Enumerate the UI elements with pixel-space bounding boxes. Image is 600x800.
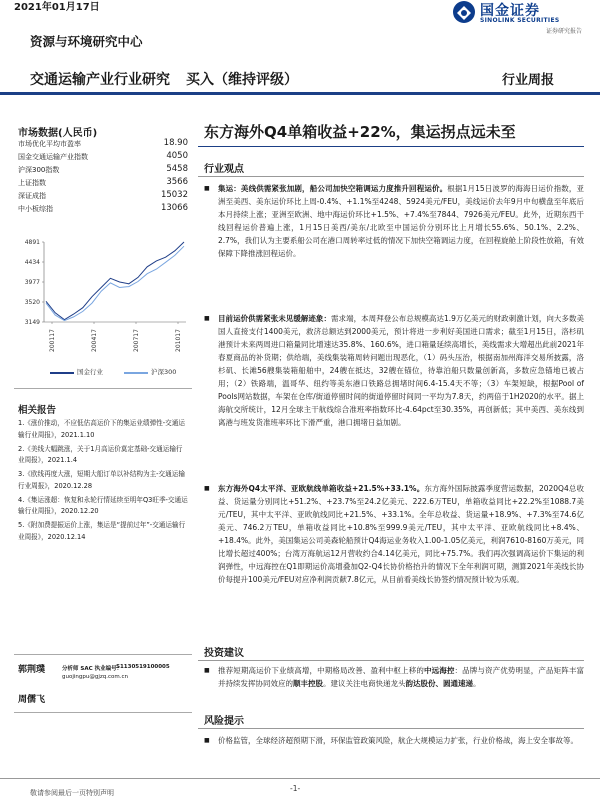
related-report-item[interactable]: 4.《集运涨超：恢复和永轮行情延续至明年Q3旺季-交通运输行业周报》，2020.12.20 xyxy=(18,495,188,515)
market-label: 市场优化平均市盈率 xyxy=(18,140,81,148)
legend-label-industry: 国金行业 xyxy=(77,368,103,376)
paragraph-text xyxy=(218,312,584,429)
paragraph-text: 价格监管，全球经济超预期下滑，环保监管政策风险，航企大规模运力扩张，行业价格战，海上安全事故等。 xyxy=(218,736,578,745)
paragraph-body: 东方海外国际披露季度营运数据，2020Q4总收益、货运量分别同比+51.2%、+23.7%至24.2亿美元、222.6万TEU，单箱收益同比+22.2%至1088.7美元/TEU，其中太平洋、亚欧航线同比+21.5%、+33.1%。全年总收益、货运量+18.9%、+7.3%至74.6亿美元、746.2万TEU，单箱收益同比+10.8%至999.9美元/TEU，其中太平洋、亚欧航线同比+8.4%、+18.4%。此外，美国集运公司美森轮船预计Q4海运业务收入1.00-1.05亿美元，利润7610-8160万美元，同比增长超过400%；台湾万海航运12月营收约合4.14亿美元，同比+75.7%。我们再次强调高运价下集运的利润弹性，中远海控在Q1即期运价高增叠加Q2-Q4长协价格抬升的情况下全年利润可期，测算2021年美线长协价每提升100美元/FEU对应净利润贡献7.8亿元，从目前看美线长协签约情况预计较为乐观。 xyxy=(218,484,584,584)
report-type: 行业周报 xyxy=(502,73,555,88)
footer-rule xyxy=(0,778,600,779)
advice-post: 。建议关注电商快递龙头 xyxy=(323,679,406,688)
analyst-name: 周儒飞 xyxy=(18,695,46,705)
section-title-view: 行业观点 xyxy=(204,164,244,175)
paragraph-lead: 东方海外Q4太平洋、亚欧航线单箱收益+21.5%+33.1%。 xyxy=(218,484,425,493)
paragraph-text xyxy=(218,664,584,690)
market-label: 沪深300指数 xyxy=(18,166,60,174)
bullet-icon: ■ xyxy=(204,667,210,674)
legend-swatch-hs300 xyxy=(124,372,148,374)
paragraph-text xyxy=(218,182,584,260)
report-date: 2021年01月17日 xyxy=(14,2,100,13)
analyst-license: S1130519100005 xyxy=(116,664,170,670)
x-tick-label: 200717 xyxy=(133,329,140,352)
advice-pre: 推荐短期高运价下业绩高增，中期格局改善、盈利中枢上移的 xyxy=(218,666,424,675)
sidebar-divider xyxy=(14,388,192,389)
bullet-icon: ■ xyxy=(204,737,210,744)
market-value: 13066 xyxy=(160,203,188,213)
analyst-block xyxy=(18,692,196,712)
section-rule xyxy=(198,660,584,661)
sidebar-divider xyxy=(14,654,192,655)
related-reports-title: 相关报告 xyxy=(18,405,57,416)
logo-sub: 证券研究报告 xyxy=(546,28,583,35)
advice-stock-3: 韵达股份、圆通速递 xyxy=(405,679,473,688)
paragraph-risk xyxy=(204,734,584,747)
y-tick-label: 3520 xyxy=(24,299,40,306)
market-value: 4050 xyxy=(166,151,188,161)
market-label: 深证成指 xyxy=(18,192,46,200)
section-title-advice: 投资建议 xyxy=(204,648,244,659)
paragraph-shipping xyxy=(204,182,584,260)
related-report-item[interactable]: 1.《涨价推动，不应低估高运价下的集运业绩弹性-交通运输行业周报》，2021.1.10 xyxy=(18,419,185,439)
paragraph-ooil xyxy=(204,482,584,586)
bullet-icon: ■ xyxy=(204,315,210,322)
y-tick-label: 4891 xyxy=(24,239,40,246)
section-rule xyxy=(198,176,584,177)
market-data-table xyxy=(18,138,188,216)
logo-en: SINOLINK SECURITIES xyxy=(480,17,560,24)
market-value: 15032 xyxy=(160,190,188,200)
x-tick-label: 201017 xyxy=(175,329,182,352)
research-center: 资源与环境研究中心 xyxy=(30,34,143,49)
paragraph-text xyxy=(218,482,584,586)
analyst-email[interactable]: guojingpu@gjzq.com.cn xyxy=(62,674,129,680)
analyst-block xyxy=(18,662,196,692)
related-report-item[interactable]: 5.《附加费提振运价上涨，集运是“提前过年”-交通运输行业周报》，2020.12.14 xyxy=(18,521,186,541)
series-line-hs300 xyxy=(46,246,184,320)
report-title: 东方海外Q4单箱收益+22%，集运拐点远未至 xyxy=(204,123,516,141)
legend-swatch-industry xyxy=(50,372,74,374)
paragraph-supply xyxy=(204,312,584,429)
y-tick-label: 4434 xyxy=(24,259,40,266)
paragraph-advice xyxy=(204,664,584,690)
company-logo xyxy=(452,0,600,36)
x-tick-label: 200117 xyxy=(49,329,56,352)
advice-stock-1: 中远海控 xyxy=(423,666,455,675)
market-row xyxy=(18,151,188,164)
analyst-role: 分析师 SAC 执业编号： xyxy=(62,666,123,672)
page-number: -1- xyxy=(290,784,301,793)
logo-cn: 国金证券 xyxy=(480,3,540,19)
market-label: 国金交通运输产业指数 xyxy=(18,153,88,161)
market-row xyxy=(18,203,188,216)
paragraph-body: 根据1月15日波罗的海海日运价指数，亚洲至美西、美东运价环比上周-0.4%、+1.1%至4248、5924美元/FEU，美线运价去年9月中旬横盘至年底后本月持续上涨；亚洲至欧洲、地中海运价环比+1.5%、+7.4%至7844、7926美元/FEU。此外，近期东西干线回程运价普遍上涨，1月15日美西/美东/北欧至中国运价分别环比上月增长55.6%、50.1%、2.2%、2.7%，我们认为主要系船公司在港口周转率过低的情况下加快空箱调运力度，在回程旋舱上阶段性放箱，有效保障下降推涨回程运价。 xyxy=(218,184,584,258)
market-label: 中小板综指 xyxy=(18,205,53,213)
footer-disclaimer: 敬请参阅最后一页特别声明 xyxy=(30,789,114,797)
market-data-title: 市场数据(人民币) xyxy=(18,128,98,139)
market-row xyxy=(18,138,188,151)
related-report-item[interactable]: 2.《美线大幅跳涨，关于1月高运价莫定基础-交通运输行业周报》，2021.1.4 xyxy=(18,444,183,464)
index-chart xyxy=(14,236,192,362)
paragraph-lead: 集运：美线供需紧张加剧，船公司加快空箱调运力度推升回程运价。 xyxy=(218,184,448,193)
section-rule xyxy=(198,728,584,729)
market-value: 18.90 xyxy=(163,138,188,148)
industry-title: 交通运输产业行业研究 xyxy=(30,72,170,88)
advice-stock-2: 顺丰控股 xyxy=(293,679,323,688)
market-label: 上证指数 xyxy=(18,179,46,187)
legend-label-hs300: 沪深300 xyxy=(151,368,177,376)
chart-legend xyxy=(14,366,192,380)
index-chart-svg xyxy=(14,236,192,362)
header-rule xyxy=(0,92,600,95)
paragraph-lead: 目前运价供需紧张未见缓解迹象： xyxy=(218,314,331,323)
title-rule xyxy=(198,146,584,147)
market-row xyxy=(18,190,188,203)
market-row xyxy=(18,164,188,177)
market-value: 3566 xyxy=(166,177,188,187)
logo-mark-icon xyxy=(452,0,476,24)
y-tick-label: 3149 xyxy=(24,319,40,326)
x-tick-label: 200417 xyxy=(91,329,98,352)
paragraph-body: 需求端，本周拜登公布总规模高达1.9万亿美元的财政刺激计划，向大多数美国人直接支付1400美元，救济总额达到2000美元，预计将进一步利好美国进口需求；截至1月15日，洛杉矶港预计未来两周进口箱量同比增速达35.8%、160.6%，进口箱量延续高增长，美线需求大增超出此前2021年春夏商品的补货期；供给端，美线集装箱周转问题出现恶化，（1）码头压治，根据南加州海洋交易所披露，洛杉矶、长滩56艘集装箱船舶中，24艘在抵达，32艘在锚位，待靠泊船只数量创新高，多数应急锚地已被占用；（2）铁路端，温哥华、纽约等美东港口铁路总拥堵时间6.4-15.4天不等；（3）车架短缺，根据Pool of Pools网站数据，车架在仓库/街道停留时间的街道停留时间同一平均为7.8天，约两倍于1H2020的水平。据上海航交所统计，12月全球主干航线综合准班率指数环比-4.64pct至30.35%，再创新低；其中美西、美东线到离港与班发货准班率环比下滑严重，港口拥堵日益加剧。 xyxy=(218,314,584,427)
series-line-industry xyxy=(46,242,184,320)
market-value: 5458 xyxy=(166,164,188,174)
related-report-item[interactable]: 3.《欧线再度大涨，短期大船订单以补结构为主-交通运输行业周报》，2020.12.28 xyxy=(18,470,185,490)
market-row xyxy=(18,177,188,190)
bullet-icon: ■ xyxy=(204,485,210,492)
bullet-icon: ■ xyxy=(204,185,210,192)
related-reports-list xyxy=(18,418,188,546)
section-title-risk: 风险提示 xyxy=(204,716,244,727)
y-tick-label: 3977 xyxy=(24,279,40,286)
advice-mid: ：品牌与资产优势明显，产品矩阵丰富并持续发挥协同效应的 xyxy=(218,666,585,688)
rating: 买入（维持评级） xyxy=(186,72,298,88)
sidebar-divider xyxy=(14,712,192,713)
analyst-name: 郭荆璞 xyxy=(18,665,46,675)
advice-end: 。 xyxy=(473,679,481,688)
